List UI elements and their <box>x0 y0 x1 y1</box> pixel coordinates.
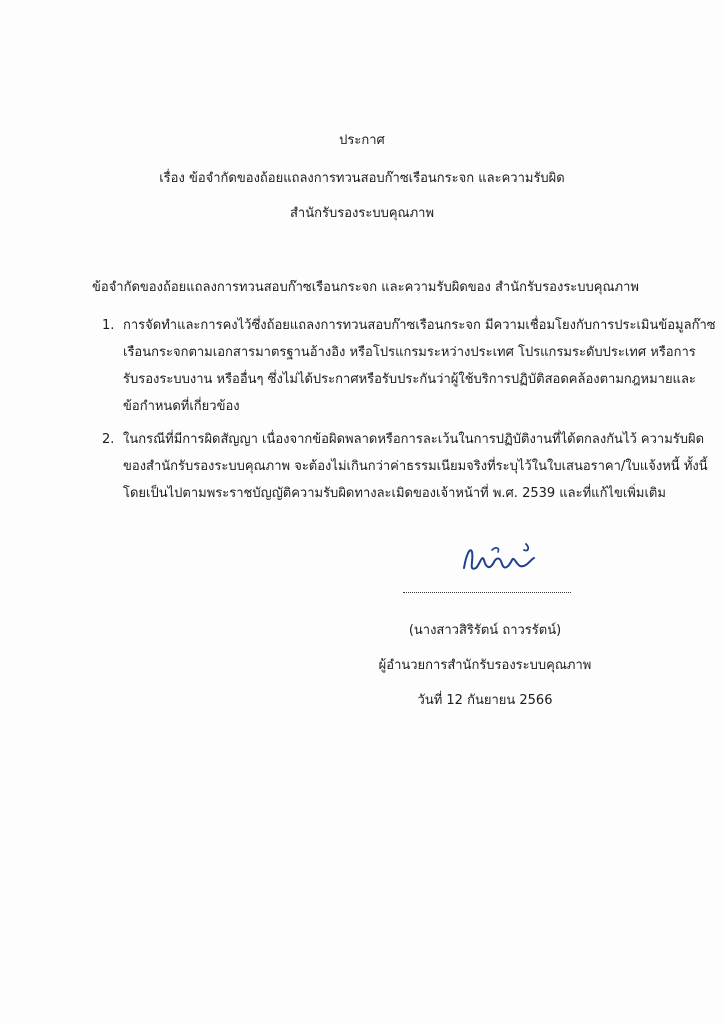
signatory-position: ผู้อำนวยการสำนักรับรองระบบคุณภาพ <box>378 658 592 673</box>
signatory-name: (นางสาวสิริรัตน์ ถาวรรัตน์) <box>408 623 562 638</box>
list-item-line: เรือนกระจกตามเอกสารมาตรฐานอ้างอิง หรือโปรแกรมระหว่างประเทศ โปรแกรมระดับประเทศ หรือการ <box>123 345 696 360</box>
list-item-number: 2. <box>102 432 115 447</box>
list-item-line: ข้อกำหนดที่เกี่ยวข้อง <box>123 399 240 414</box>
list-item-line: ของสำนักรับรองระบบคุณภาพ จะต้องไม่เกินกว่าค่าธรรมเนียมจริงที่ระบุไว้ในใบเสนอราคา/ใบแจ้งหนี้ ทั้งนี้ <box>123 459 708 474</box>
announcement-issuer: สำนักรับรองระบบคุณภาพ <box>289 206 435 221</box>
terms-list <box>98 312 716 513</box>
announcement-subject: เรื่อง ข้อจำกัดของถ้อยแถลงการทวนสอบก๊าซเรือนกระจก และความรับผิด <box>159 171 565 186</box>
announcement-title: ประกาศ <box>339 133 385 148</box>
list-item-number: 1. <box>102 318 115 333</box>
list-item-line: การจัดทำและการคงไว้ซึ่งถ้อยแถลงการทวนสอบก๊าซเรือนกระจก มีความเชื่อมโยงกับการประเมินข้อมูลก๊าซ <box>123 318 716 333</box>
signature-line <box>403 592 571 593</box>
list-item-line: โดยเป็นไปตามพระราชบัญญัติความรับผิดทางละเมิดของเจ้าหน้าที่ พ.ศ. 2539 และที่แก้ไขเพิ่มเติม <box>123 486 666 501</box>
list-item-line: ในกรณีที่มีการผิดสัญญา เนื่องจากข้อผิดพลาดหรือการละเว้นในการปฏิบัติงานที่ได้ตกลงกันไว้ ความรับผิด <box>123 432 705 447</box>
list-item-line: รับรองระบบงาน หรืออื่นๆ ซึ่งไม่ได้ประกาศหรือรับประกันว่าผู้ใช้บริการปฏิบัติสอดคล้องตามกฎหมายและ <box>123 372 696 387</box>
handwritten-signature <box>456 538 546 578</box>
signature-date: วันที่ 12 กันยายน 2566 <box>417 693 553 708</box>
list-item <box>98 426 708 507</box>
intro-paragraph: ข้อจำกัดของถ้อยแถลงการทวนสอบก๊าซเรือนกระจก และความรับผิดของ สำนักรับรองระบบคุณภาพ <box>92 280 639 295</box>
list-item <box>98 312 716 420</box>
